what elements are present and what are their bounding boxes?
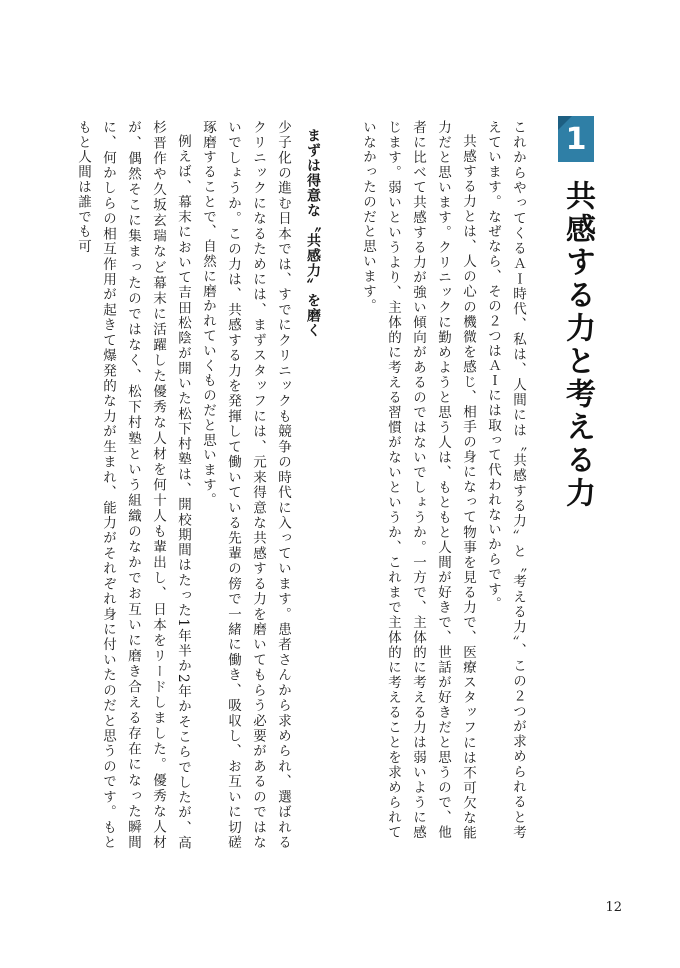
page-number: 12 bbox=[605, 900, 622, 915]
section-text bbox=[75, 120, 295, 850]
intro-paragraph-2: 共感する力とは、人の心の機微を感じ、相手の身になって物事を見る力で、医療スタッフには不可欠な能力だと思います。クリニックに勤めようと思う人は、もともと人間が好きで、世話が好きだと思うので、他者に比べて共感する力が強い傾向があるのではないでしょうか。一方で、主体的に考える力は弱いように感じます。弱いというより、主体的に考える習慣がないというか、これまで主体的に考えることを求められていなかったのだと思います。 bbox=[360, 120, 476, 840]
intro-text bbox=[350, 120, 530, 840]
chapter-number-badge bbox=[558, 116, 594, 162]
section-heading: まずは得意な〝共感力〟を磨く bbox=[305, 128, 321, 338]
chapter-number: 1 bbox=[565, 121, 587, 157]
intro-paragraph-1: これからやってくるＡＩ時代、私は、人間には〝共感する力〟と〝考える力〟、この２つが求められると考えています。なぜなら、その２つはＡＩには取って代われないからです。 bbox=[485, 120, 526, 840]
section-paragraph-1: 少子化の進む日本では、すでにクリニックも競争の時代に入っています。患者さんから求められ、選ばれるクリニックになるためには、まずスタッフには、元来得意な共感する力を磨いてもらう必要があるのではないでしょうか。この力は、共感する力を発揮して働いている先輩の傍で一緒に働き、吸収し、お互いに切磋琢磨することで、自然に磨かれていくものだと思います。 bbox=[200, 120, 291, 850]
chapter-title: 共感する力と考える力 bbox=[560, 180, 595, 510]
section-paragraph-2: 例えば、幕末において吉田松陰が開いた松下村塾は、開校期間はたった1年半か2年かそこらでしたが、高杉晋作や久坂玄瑞など幕末に活躍した優秀な人材を何十人も輩出し、日本をリードしました。優秀な人材が、偶然そこに集まったのではなく、松下村塾という組織のなかでお互いに磨き合える存在になった瞬間に、何かしらの相互作用が起きて爆発的な力が生まれ、能力がそれぞれ身に付いたのだと思うのです。もともと人間は誰でも可 bbox=[75, 120, 191, 850]
